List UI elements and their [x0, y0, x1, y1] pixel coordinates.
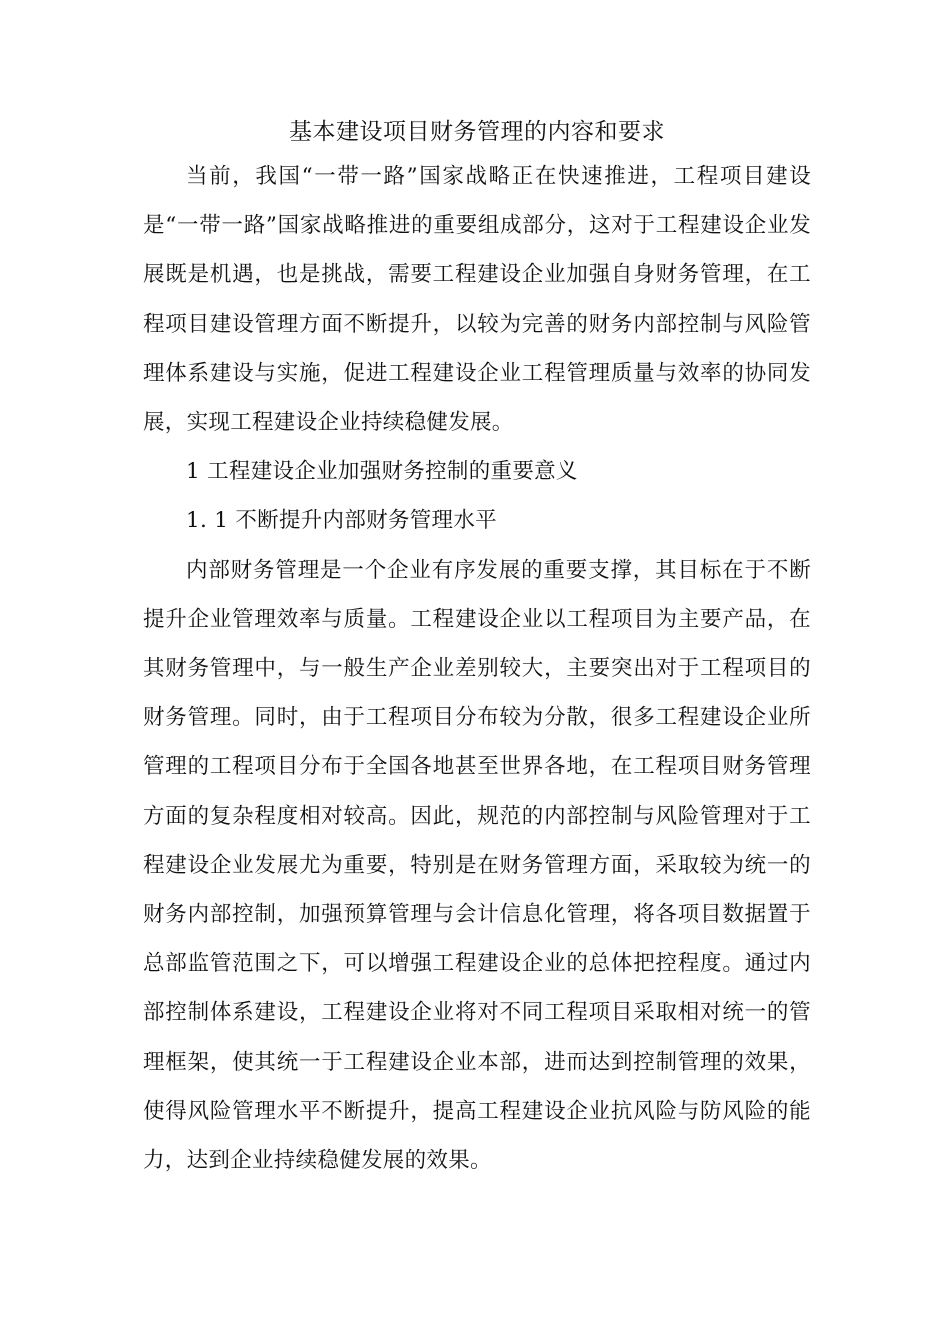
body-paragraph-1-1: 内部财务管理是一个企业有序发展的重要支撑，其目标在于不断提升企业管理效率与质量。工程建设企业以工程项目为主要产品，在其财务管理中，与一般生产企业差别较大，主要突出对于工程项目的财务管理。同时，由于工程项目分布较为分散，很多工程建设企业所管理的工程项目分布于全国各地甚至世界各地，在工程项目财务管理方面的复杂程度相对较高。因此，规范的内部控制与风险管理对于工程建设企业发展尤为重要，特别是在财务管理方面，采取较为统一的财务内部控制，加强预算管理与会计信息化管理，将各项目数据置于总部监管范围之下，可以增强工程建设企业的总体把控程度。通过内部控制体系建设，工程建设企业将对不同工程项目采取相对统一的管理框架，使其统一于工程建设企业本部，进而达到控制管理的效果，使得风险管理水平不断提升，提高工程建设企业抗风险与防风险的能力，达到企业持续稳健发展的效果。	[143, 557, 811, 1174]
document-title: 基本建设项目财务管理的内容和要求	[289, 119, 665, 145]
section-heading-1: 1 工程建设企业加强财务控制的重要意义	[186, 459, 578, 485]
document-body	[143, 112, 811, 1185]
subsection-heading-1-1: 1. 1 不断提升内部财务管理水平	[186, 508, 497, 534]
intro-paragraph: 当前，我国“一带一路”国家战略正在快速推进，工程项目建设是“一带一路”国家战略推进的重要组成部分，这对于工程建设企业发展既是机遇，也是挑战，需要工程建设企业加强自身财务管理，在工程项目建设管理方面不断提升，以较为完善的财务内部控制与风险管理体系建设与实施，促进工程建设企业工程管理质量与效率的协同发展，实现工程建设企业持续稳健发展。	[143, 164, 811, 436]
